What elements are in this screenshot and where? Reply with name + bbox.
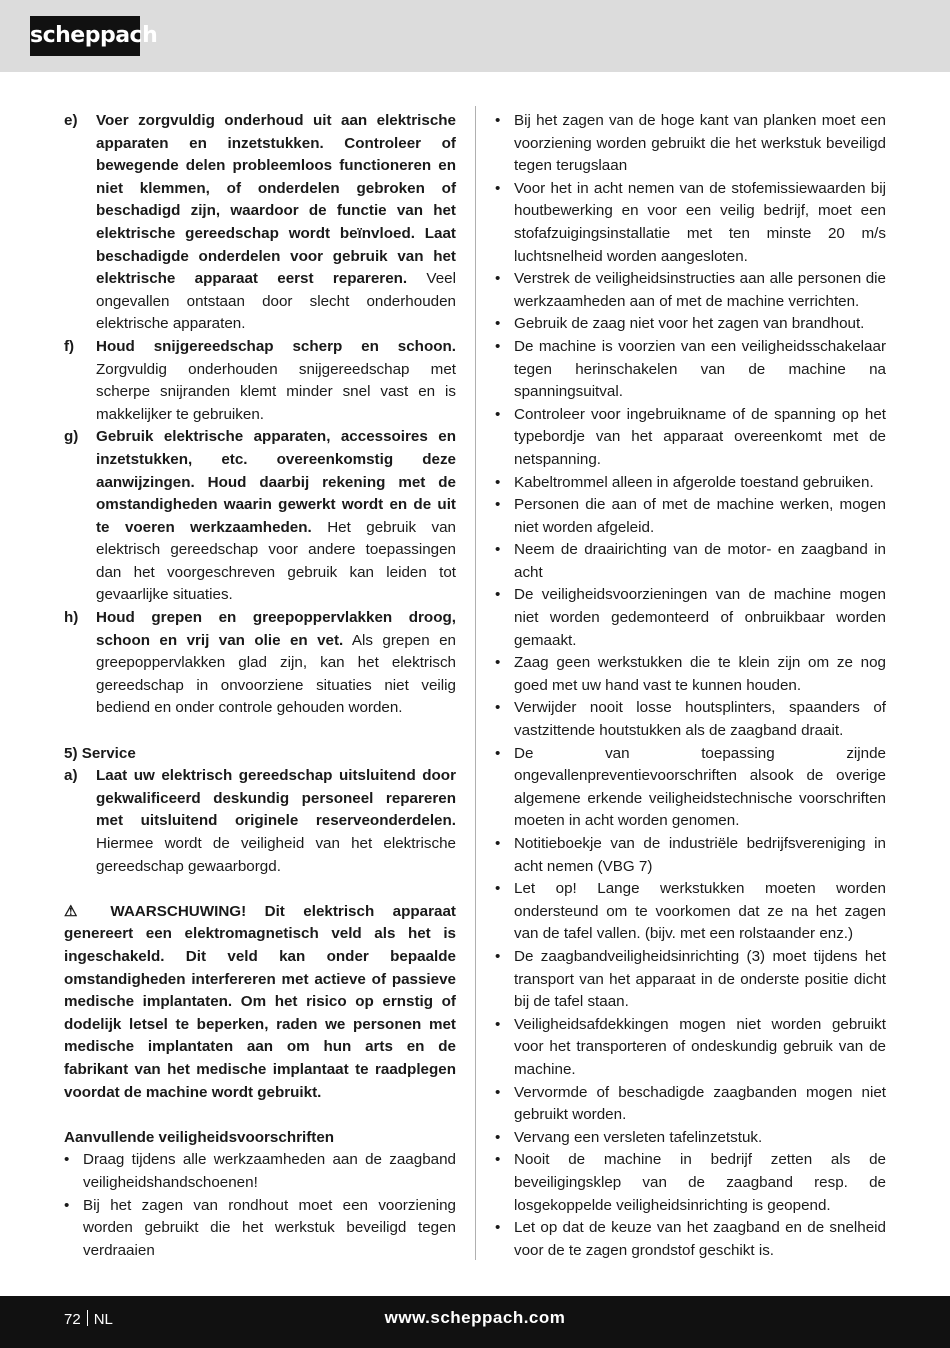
list-item: • De veiligheidsvoorzieningen van de machine mogen niet worden gedemonteerd of onbruikbaar worden gemaakt. — [495, 584, 886, 652]
instruction-normal: Veel ongevallen ontstaan door slecht onderhouden elektrische apparaten. — [96, 270, 456, 333]
bullet-icon: • — [495, 337, 501, 355]
list-item: • Bij het zagen van rondhout moet een voorziening worden gebruikt die het werkstuk beveiligd tegen verdraaien — [64, 1195, 456, 1263]
item-label: f) — [64, 337, 75, 355]
list-item: • Personen die aan of met de machine werken, mogen niet worden afgeleid. — [495, 494, 886, 539]
bullet-icon: • — [495, 947, 501, 965]
bullet-icon: • — [495, 1128, 501, 1146]
list-item: • Verwijder nooit losse houtsplinters, spaanders of vastzittende houtstukken als de zaagband draait. — [495, 697, 886, 742]
list-item: • Vervormde of beschadigde zaagbanden mogen niet gebruikt worden. — [495, 1082, 886, 1127]
list-item: • Neem de draairichting van de motor- en zaagband in acht — [495, 539, 886, 584]
bullet-icon: • — [495, 496, 501, 514]
scheppach-logo: scheppach — [30, 16, 140, 56]
bullet-icon: • — [495, 179, 501, 197]
instruction-g — [64, 426, 456, 607]
warning-text: WAARSCHUWING! Dit elektrisch apparaat genereert een elektromagnetisch veld als het is ingeschakeld. Dit veld kan onder bepaalde omstandigheden interfereren met actieve of passieve medische implantaten. Om het risico op ernstig of dodelijk letsel te beperken, raden we personen met medische implantaten aan om hun arts en de fabrikant van het medische implantaat te raadplegen voordat de machine wordt gebruikt. — [64, 902, 456, 1101]
page-footer — [0, 1296, 950, 1348]
instruction-normal: Zorgvuldig onderhouden snijgereedschap met scherpe snijranden klemt minder snel vast en is makkelijker te gebruiken. — [96, 360, 456, 423]
bullet-icon: • — [495, 1151, 501, 1169]
website-link[interactable]: www.scheppach.com — [384, 1308, 566, 1327]
warning-icon: ⚠ — [64, 902, 92, 920]
instruction-a — [64, 765, 456, 878]
extra-safety-heading: Aanvullende veiligheidsvoorschriften — [64, 1128, 335, 1146]
list-item: • Controleer voor ingebruikname of de spanning op het typebordje van het apparaat overeenkomt met de netspanning. — [495, 404, 886, 472]
list-item: • Zaag geen werkstukken die te klein zijn om ze nog goed met uw hand vast te kunnen houden. — [495, 652, 886, 697]
list-item: • Bij het zagen van de hoge kant van planken moet een voorziening worden gebruikt die het werkstuk beveiligd tegen terugslaan — [495, 110, 886, 178]
bullet-icon: • — [495, 112, 501, 129]
bullet-icon: • — [495, 1219, 501, 1237]
item-label: e) — [64, 112, 78, 129]
list-item: • Voor het in acht nemen van de stofemissiewaarden bij houtbewerking en voor een veilig bedrijf, moet een stofafzuigingsinstallatie met ten minste 20 m/s luchtsnelheid worden aangesloten. — [495, 178, 886, 268]
instruction-normal: Hiermee wordt de veiligheid van het elektrische gereedschap gewaarborgd. — [96, 835, 456, 875]
page-header — [0, 0, 950, 72]
bullet-icon: • — [495, 835, 501, 852]
bullet-icon: • — [64, 1151, 70, 1169]
list-item: • Vervang een versleten tafelinzetstuk. — [495, 1127, 886, 1150]
bullet-icon: • — [64, 1196, 70, 1214]
list-item: • De machine is voorzien van een veiligheidsschakelaar tegen herinschakelen van de machine na spanningsuitval. — [495, 336, 886, 404]
bullet-icon: • — [495, 1015, 501, 1033]
bullet-icon: • — [495, 880, 501, 898]
list-item: • Let op dat de keuze van het zaagband en de snelheid voor de te zagen grondstof geschikt is. — [495, 1217, 886, 1262]
bullet-icon: • — [495, 473, 501, 491]
right-column — [495, 110, 886, 1262]
bullet-icon: • — [495, 541, 501, 559]
bullet-icon: • — [495, 744, 501, 762]
bullet-icon: • — [495, 405, 501, 423]
instruction-f — [64, 336, 456, 426]
list-item: • Draag tijdens alle werkzaamheden aan de zaagband veiligheidshandschoenen! — [64, 1149, 456, 1194]
bullet-icon: • — [495, 315, 501, 333]
bullet-icon: • — [495, 654, 501, 672]
instruction-normal: Als grepen en greepoppervlakken glad zijn, kan het elektrisch gereedschap in onvoorziene situaties niet veilig bediend en onder controle gehouden worden. — [96, 631, 456, 717]
instruction-bold: Houd grepen en greepoppervlakken droog, schoon en vrij van olie en vet. — [96, 609, 456, 649]
bullet-icon: • — [495, 270, 501, 288]
item-label: a) — [64, 767, 78, 785]
instruction-h — [64, 607, 456, 720]
instruction-bold: Laat uw elektrisch gereedschap uitsluitend door gekwalificeerd deskundig personeel repareren met uitsluitend originele reserveonderdelen. — [96, 767, 456, 830]
language-code: NL — [93, 1311, 113, 1328]
list-item: • Gebruik de zaag niet voor het zagen van brandhout. — [495, 313, 886, 336]
warning-paragraph — [64, 901, 456, 1104]
list-item: • Let op! Lange werkstukken moeten worden ondersteund om te voorkomen dat ze na het zagen van de tafel vallen. (bijv. met een rolstaander enz.) — [495, 878, 886, 946]
list-item: • De zaagbandveiligheidsinrichting (3) moet tijdens het transport van het apparaat in de onderste positie dicht bij de tafel staan. — [495, 946, 886, 1014]
instruction-normal: Het gebruik van elektrisch gereedschap voor andere toepassingen dan het voorgeschreven gebruik kan leiden tot gevaarlijke situaties. — [96, 518, 456, 604]
list-item: • Veiligheidsafdekkingen mogen niet worden gebruikt voor het transporteren of ondeskundig gebruik van de machine. — [495, 1014, 886, 1082]
list-item: • Kabeltrommel alleen in afgerolde toestand gebruiken. — [495, 472, 886, 495]
instruction-bold: Houd snijgereedschap scherp en schoon. — [96, 337, 456, 355]
list-item: • Nooit de machine in bedrijf zetten als de beveiligingsklep van de zaagband resp. de losgekoppelde veiligheidsinrichting is geopend. — [495, 1149, 886, 1217]
instruction-e — [64, 110, 456, 336]
bullet-icon: • — [495, 1083, 501, 1101]
list-item: • Verstrek de veiligheidsinstructies aan alle personen die werkzaamheden aan of met de machine verrichten. — [495, 268, 886, 313]
item-label: h) — [64, 609, 79, 627]
list-item: • Notitieboekje van de industriële bedrijfsvereniging in acht nemen (VBG 7) — [495, 833, 886, 878]
left-column — [64, 110, 456, 1262]
bullet-icon: • — [495, 586, 501, 604]
instruction-bold: Voer zorgvuldig onderhoud uit aan elektrische apparaten en inzetstukken. Controleer of bewegende delen probleemloos functioneren en niet klemmen, of onderdelen gebroken of beschadigd zijn, waardoor de functie van het elektrische gereedschap wordt beïnvloed. Laat beschadigde onderdelen voor gebruik van het elektrische apparaat eerst repareren. — [96, 112, 456, 288]
service-heading: 5) Service — [64, 744, 136, 762]
item-label: g) — [64, 428, 79, 446]
instruction-bold: Gebruik elektrische apparaten, accessoires en inzetstukken, etc. overeenkomstig deze aanwijzingen. Houd daarbij rekening met de omstandigheden waarin gewerkt wordt en de uit te voeren werkzaamheden. — [96, 428, 456, 536]
bullet-icon: • — [495, 699, 501, 717]
page-number: 72 — [64, 1311, 81, 1328]
column-divider — [475, 106, 476, 1260]
list-item: • De van toepassing zijnde ongevallenpreventievoorschriften alsook de overige algemene erkende veiligheidstechnische voorschriften moeten in acht worden genomen. — [495, 743, 886, 833]
